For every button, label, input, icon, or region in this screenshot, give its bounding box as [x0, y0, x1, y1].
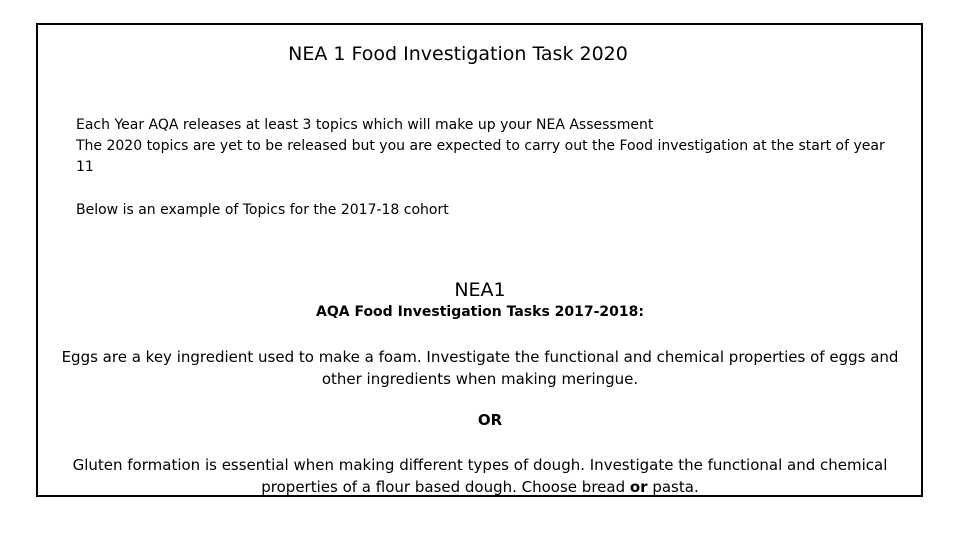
task-gluten-dough	[40, 454, 920, 498]
tasks-heading: AQA Food Investigation Tasks 2017-2018:	[316, 304, 644, 320]
document-title: NEA 1 Food Investigation Task 2020	[288, 43, 628, 65]
intro-text	[76, 115, 896, 178]
intro-line-1: Each Year AQA releases at least 3 topics which will make up your NEA Assessment	[76, 117, 654, 133]
intro-line-2: The 2020 topics are yet to be released but you are expected to carry out the Food investigation at the start of year 11	[76, 138, 885, 175]
example-note: Below is an example of Topics for the 2017-18 cohort	[76, 202, 449, 218]
task-2-text: Gluten formation is essential when making different types of dough. Investigate the functional and chemical properties of a flour based dough. Choose bread	[72, 456, 888, 496]
nea-heading: NEA1	[454, 279, 506, 301]
task-2-emphasis: or	[629, 478, 648, 496]
task-eggs-foam: Eggs are a key ingredient used to make a foam. Investigate the functional and chemical properties of eggs and other ingredients when making meringue.	[61, 348, 899, 388]
or-divider: OR	[477, 411, 503, 429]
task-2-end: pasta.	[647, 478, 699, 496]
